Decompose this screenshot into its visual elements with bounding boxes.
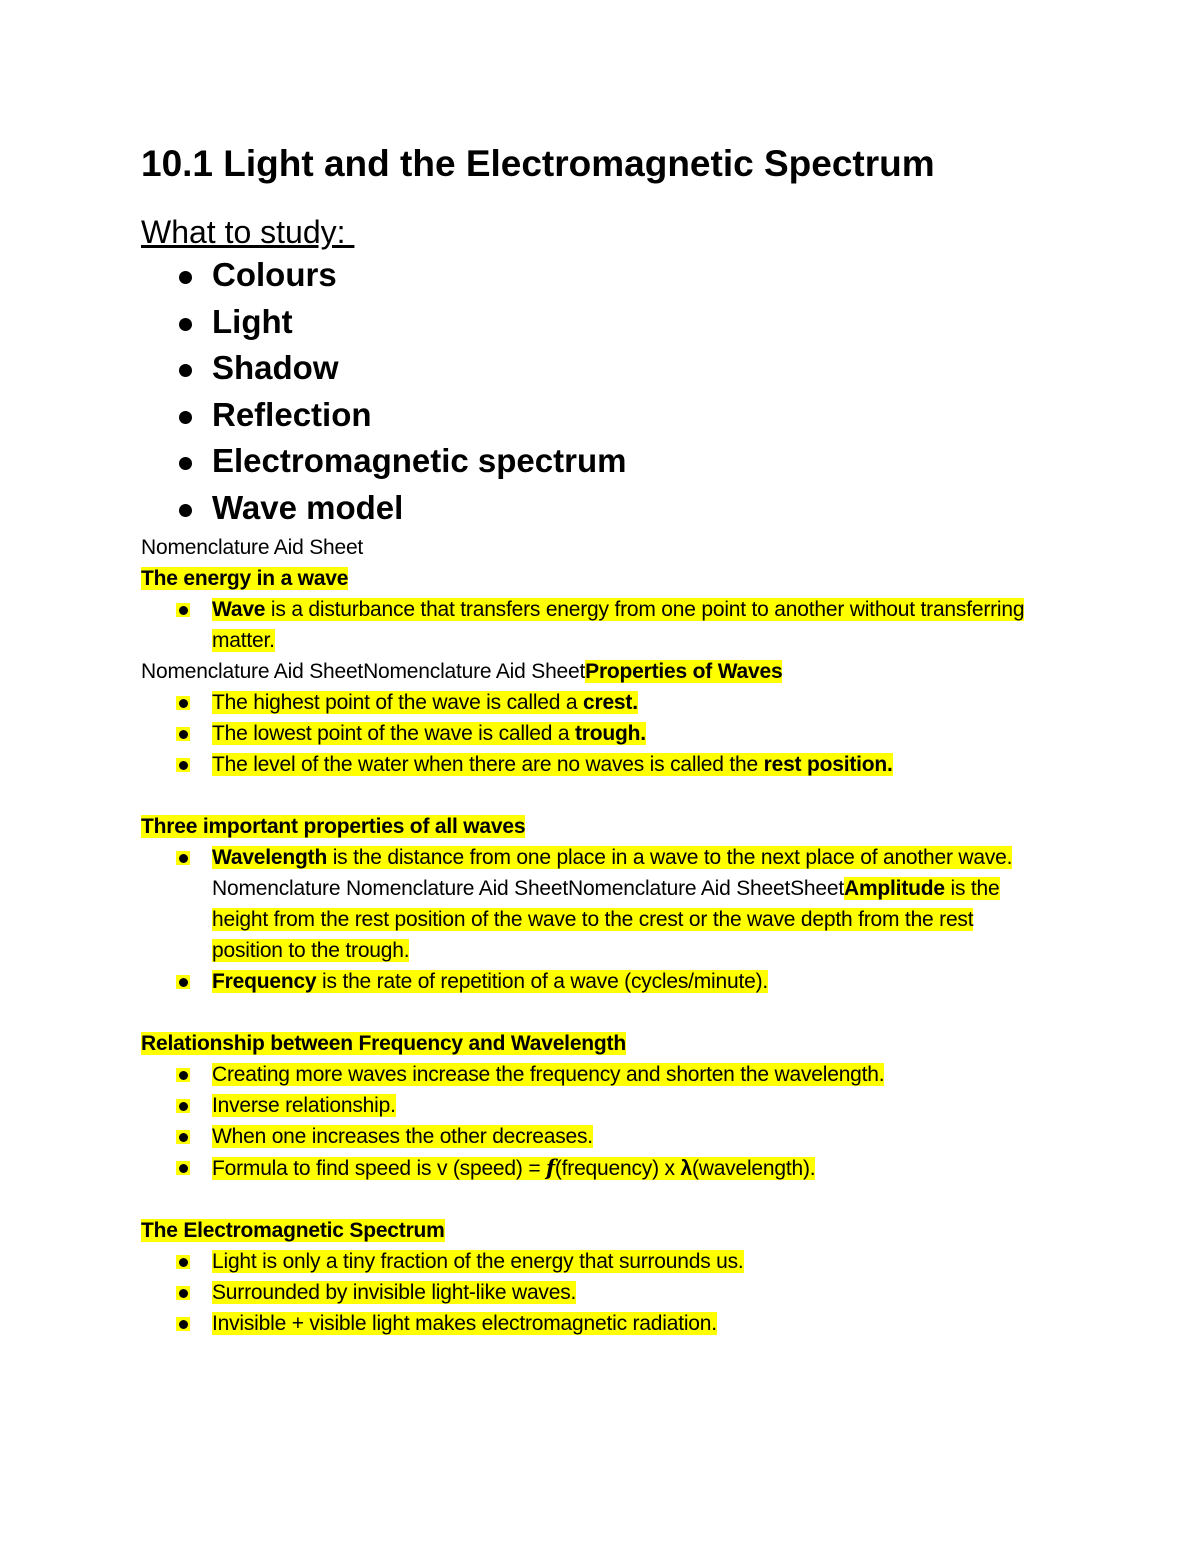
list-item xyxy=(141,1090,1041,1121)
list-item xyxy=(141,594,1032,656)
term-wave: Wave xyxy=(212,597,266,621)
study-item-reflection: Reflection xyxy=(141,392,1041,439)
item-text: The lowest point of the wave is called a xyxy=(212,721,576,745)
section-three-properties-heading xyxy=(141,811,1041,842)
bullet-icon xyxy=(176,603,190,617)
section-relationship-list xyxy=(141,1059,1041,1184)
frequency-symbol: f xyxy=(546,1154,555,1180)
section-em-spectrum-heading xyxy=(141,1215,1041,1246)
bullet-icon xyxy=(176,758,190,772)
term-rest-position: rest position. xyxy=(763,752,893,776)
study-item-em-spectrum: Electromagnetic spectrum xyxy=(141,438,1041,485)
list-item xyxy=(141,1308,1041,1339)
section-energy-list xyxy=(141,594,1041,656)
bullet-icon xyxy=(176,696,190,710)
watermark-text: Nomenclature Aid Sheet xyxy=(141,535,364,559)
bullet-icon xyxy=(176,1099,190,1113)
formula-text: Formula to find speed is v (speed) = xyxy=(212,1156,547,1180)
section-relationship-heading xyxy=(141,1028,1041,1059)
list-item xyxy=(141,842,1032,966)
section-heading-text: The Electromagnetic Spectrum xyxy=(141,1218,445,1242)
item-text: The level of the water when there are no waves is called the xyxy=(212,752,764,776)
section-heading-text: Relationship between Frequency and Wavelength xyxy=(141,1031,626,1055)
term-wavelength: Wavelength xyxy=(212,845,328,869)
definition-text: is the height from the rest position of the wave to the crest or the wave depth from the rest position to the trough. xyxy=(212,876,1000,962)
bullet-icon xyxy=(176,1286,190,1300)
section-properties-heading xyxy=(141,656,1041,687)
term-amplitude: Amplitude xyxy=(843,876,945,900)
item-text: Invisible + visible light makes electromagnetic radiation. xyxy=(212,1311,717,1335)
term-frequency: Frequency xyxy=(212,969,317,993)
bullet-icon xyxy=(176,1317,190,1331)
bullet-icon xyxy=(176,1068,190,1082)
study-list xyxy=(141,252,1041,532)
study-item-colours: Colours xyxy=(141,252,1041,299)
item-text: Creating more waves increase the frequency and shorten the wavelength. xyxy=(212,1062,885,1086)
term-crest: crest. xyxy=(583,690,638,714)
bullet-icon xyxy=(176,1161,190,1175)
list-item xyxy=(141,966,1041,997)
section-em-spectrum-list xyxy=(141,1246,1041,1339)
watermark-text: Nomenclature Nomenclature Aid SheetNomenclature Aid SheetSheet xyxy=(212,876,844,900)
lambda-symbol: λ xyxy=(680,1156,692,1180)
list-item xyxy=(141,1277,1041,1308)
section-three-properties-list xyxy=(141,842,1041,997)
list-item xyxy=(141,687,1041,718)
list-item xyxy=(141,1059,1041,1090)
bullet-icon xyxy=(176,975,190,989)
item-text: Surrounded by invisible light-like waves. xyxy=(212,1280,577,1304)
section-energy-heading xyxy=(141,563,1041,594)
document-page xyxy=(141,140,1041,1339)
list-item xyxy=(141,718,1041,749)
bullet-icon xyxy=(176,1130,190,1144)
section-properties-list xyxy=(141,687,1041,780)
item-text: Light is only a tiny fraction of the energy that surrounds us. xyxy=(212,1249,744,1273)
watermark-text: Nomenclature Aid SheetNomenclature Aid Sheet xyxy=(141,659,586,683)
section-heading-text: The energy in a wave xyxy=(141,566,349,590)
section-heading-text: Three important properties of all waves xyxy=(141,814,526,838)
bullet-icon xyxy=(176,851,190,865)
definition-text: is the rate of repetition of a wave (cycles/minute). xyxy=(316,969,769,993)
formula-text: (wavelength). xyxy=(691,1156,816,1180)
study-item-shadow: Shadow xyxy=(141,345,1041,392)
page-title: 10.1 Light and the Electromagnetic Spectrum xyxy=(141,143,935,184)
formula-text: (frequency) x xyxy=(554,1156,681,1180)
list-item xyxy=(141,749,1041,780)
item-text: When one increases the other decreases. xyxy=(212,1124,593,1148)
definition-text: is a disturbance that transfers energy from one point to another without transferring matter. xyxy=(212,597,1025,652)
list-item xyxy=(141,1246,1041,1277)
list-item-formula xyxy=(141,1152,1041,1184)
bullet-icon xyxy=(176,1255,190,1269)
list-item xyxy=(141,1121,1041,1152)
item-text: Inverse relationship. xyxy=(212,1093,396,1117)
term-trough: trough. xyxy=(575,721,646,745)
item-text: The highest point of the wave is called a xyxy=(212,690,583,714)
study-item-wave-model: Wave model xyxy=(141,485,1041,532)
study-heading: What to study: xyxy=(141,214,355,250)
definition-text: is the distance from one place in a wave to the next place of another wave. xyxy=(327,845,1013,869)
section-heading-text: Properties of Waves xyxy=(585,659,783,683)
bullet-icon xyxy=(176,727,190,741)
study-item-light: Light xyxy=(141,299,1041,346)
